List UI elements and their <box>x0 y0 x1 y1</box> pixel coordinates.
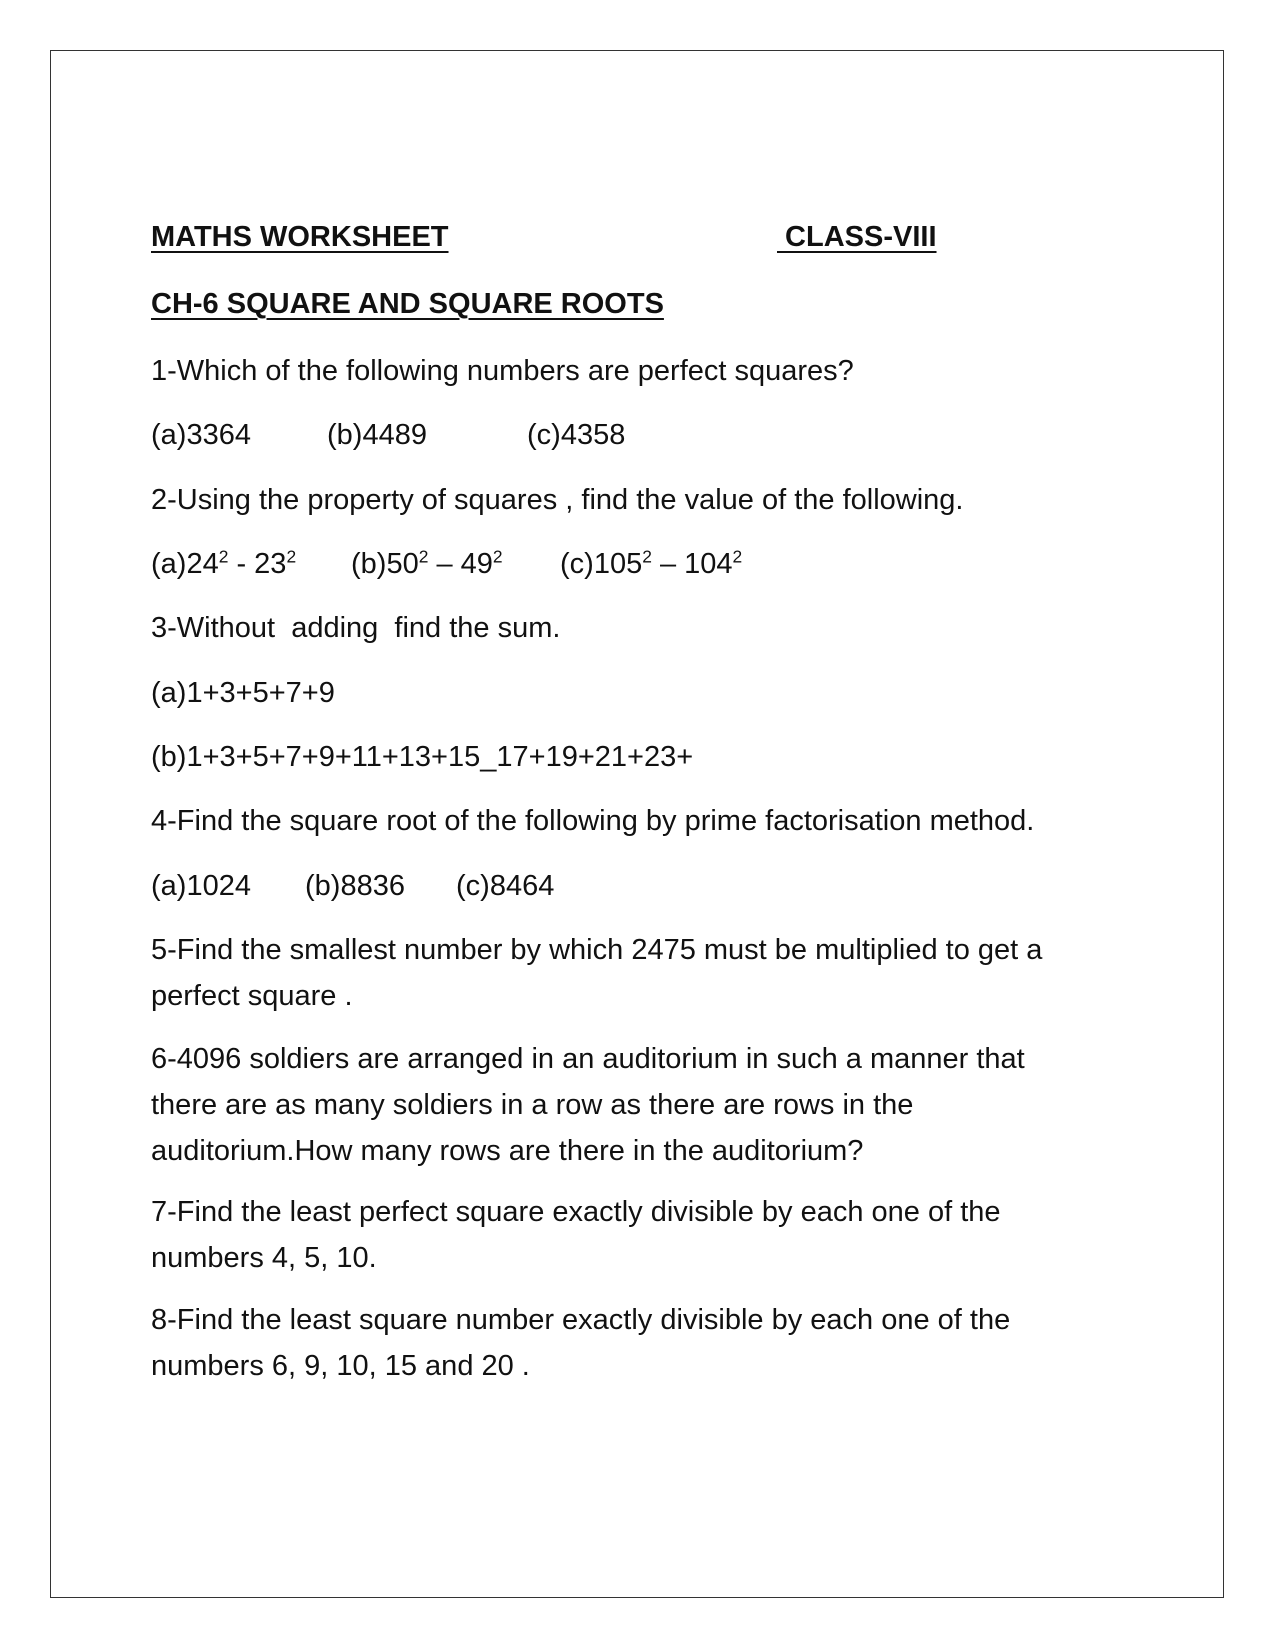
q4-option-a: (a)1024 <box>151 870 251 902</box>
q2-option-a: $(a)24^2 - 23^2$ <box>151 546 297 580</box>
q4-option-c: (c)8464 <box>456 870 555 902</box>
question-8: 8-Find the least square number exactly divisible by each one of the numbers 6, 9, 10, 15 and 20 . <box>151 1304 1011 1382</box>
q1-option-a: (a)3364 <box>151 419 251 451</box>
chapter-title: CH-6 SQUARE AND SQUARE ROOTS <box>151 288 664 320</box>
q1-option-c: (c)4358 <box>527 419 626 451</box>
class-label: CLASS-VIII <box>777 221 937 253</box>
worksheet-title: MATHS WORKSHEET <box>151 221 449 253</box>
q2-option-b: $(b)50^2 - 49^2$ <box>351 546 503 580</box>
question-5: 5-Find the smallest number by which 2475 must be multiplied to get a perfect square . <box>151 934 1043 1012</box>
question-1: 1-Which of the following numbers are perfect squares? <box>151 355 854 387</box>
question-6: 6-4096 soldiers are arranged in an auditorium in such a manner that there are as many soldiers in a row as there are rows in the auditorium.How many rows are there in the auditorium? <box>151 1043 1025 1167</box>
q1-option-b: (b)4489 <box>327 419 427 451</box>
question-2: 2-Using the property of squares , find the value of the following. <box>151 484 964 516</box>
question-7: 7-Find the least perfect square exactly divisible by each one of the numbers 4, 5, 10. <box>151 1196 1001 1274</box>
question-4: 4-Find the square root of the following by prime factorisation method. <box>151 805 1035 837</box>
q4-option-b: (b)8836 <box>305 870 405 902</box>
q3-option-a: (a)1+3+5+7+9 <box>151 677 335 709</box>
question-3: 3-Without adding find the sum. <box>151 612 561 644</box>
q3-option-b: (b)1+3+5+7+9+11+13+15_17+19+21+23+ <box>151 741 694 773</box>
q2-option-c: $(c)105^2 - 104^2$ <box>560 546 743 580</box>
